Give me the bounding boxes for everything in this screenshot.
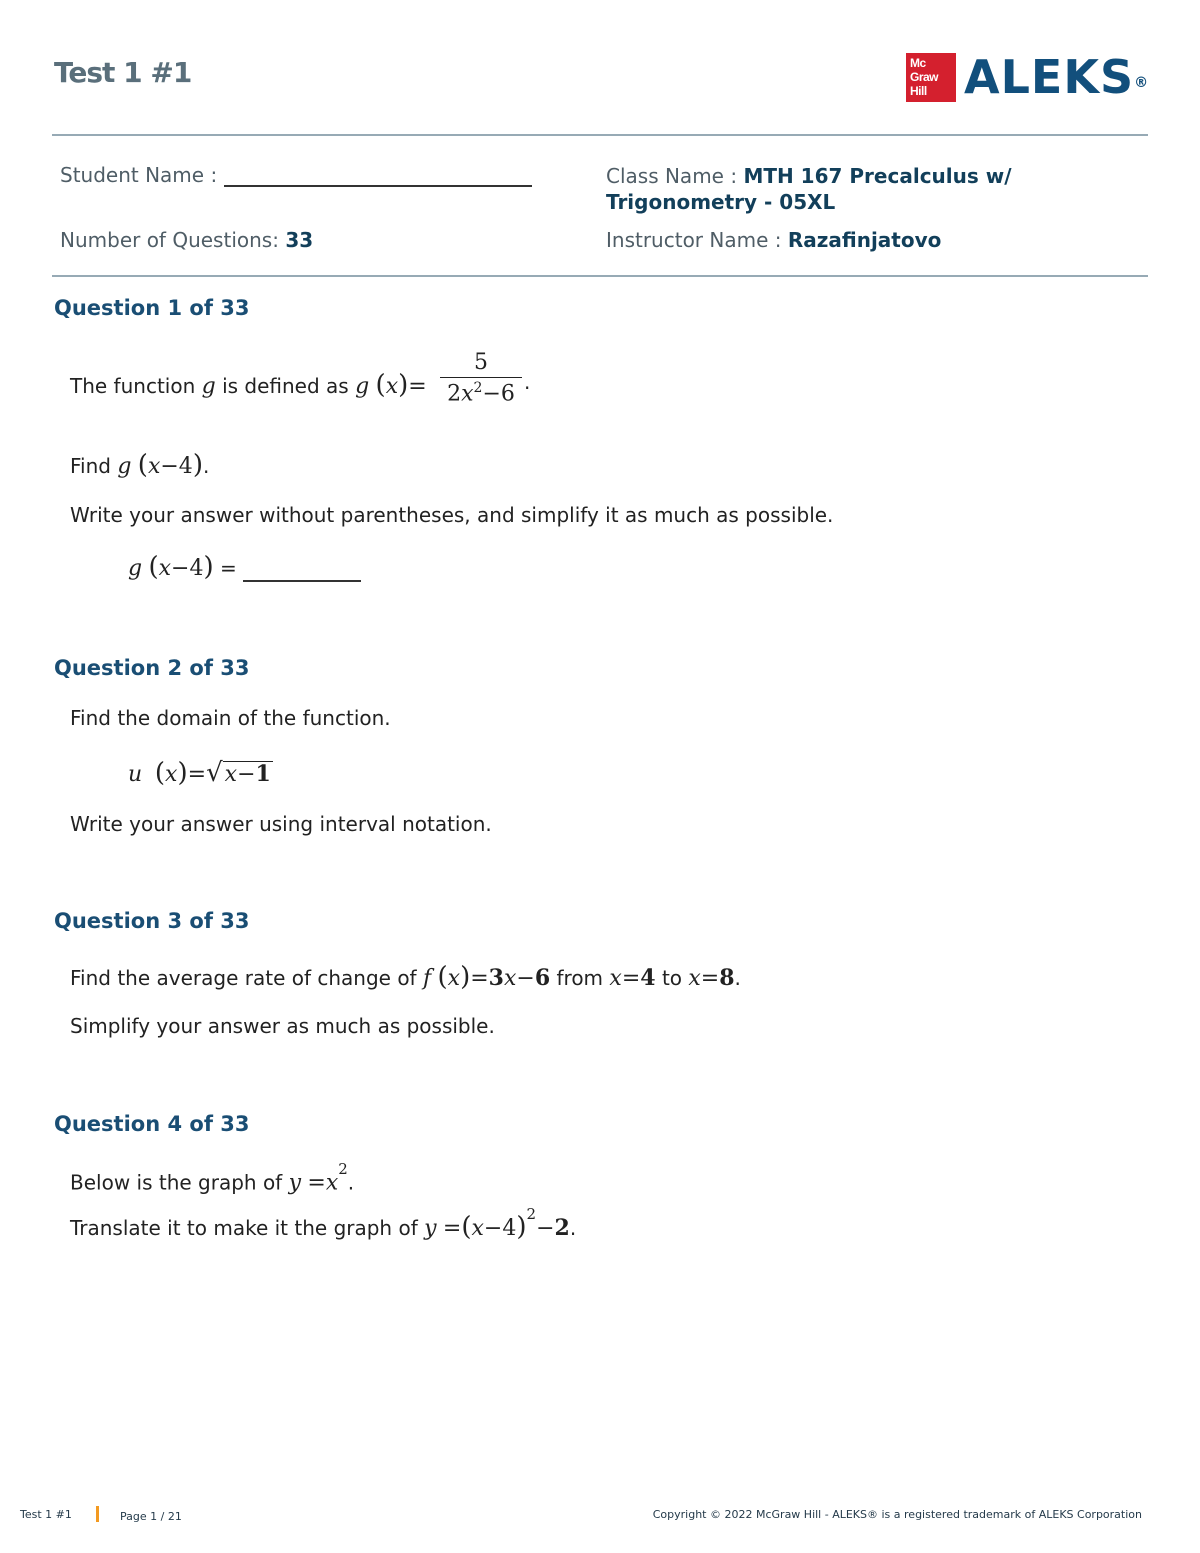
fraction-denominator: $2x^2-6$	[440, 377, 522, 406]
instructor-value: Razafinjatovo	[787, 228, 942, 252]
instructor-row	[606, 228, 941, 252]
class-name-label: Class Name :	[606, 164, 738, 188]
question-4-line2: Translate it to make it the graph of $y =(x-4)^2-2$.	[70, 1205, 577, 1242]
question-1-instruction: Write your answer without parentheses, and simplify it as much as possible.	[70, 503, 834, 527]
question-4-heading: Question 4 of 33	[54, 1112, 250, 1136]
mcgraw-hill-logo: Mc Graw Hill	[906, 53, 956, 102]
question-3-intro: Find the average rate of change of f (x)=3x−6 from x=4 to x=8.	[70, 962, 741, 992]
footer-copyright: Copyright © 2022 McGraw Hill - ALEKS® is a registered trademark of ALEKS Corporation	[652, 1508, 1142, 1521]
question-3-heading: Question 3 of 33	[54, 909, 250, 933]
question-3-instruction: Simplify your answer as much as possible.	[70, 1014, 495, 1038]
info-divider	[52, 275, 1148, 277]
class-name-value-1: MTH 167 Precalculus w/	[743, 164, 1012, 188]
class-name-row	[606, 163, 1012, 215]
question-1-answer-blank[interactable]	[243, 562, 361, 582]
footer-divider	[96, 1506, 99, 1522]
question-2-function: u (x)=√x−1	[128, 758, 271, 788]
question-2-intro: Find the domain of the function.	[70, 706, 391, 730]
num-questions-value: 33	[285, 228, 314, 252]
header-divider	[52, 134, 1148, 136]
question-1-intro: The function g is defined as g (x)=	[70, 370, 427, 400]
footer-page-number: Page 1 / 21	[120, 1510, 182, 1523]
aleks-logo	[906, 52, 1149, 102]
footer-test-name: Test 1 #1	[20, 1508, 72, 1521]
question-1-answer-row: g (x−4) =	[128, 552, 361, 582]
question-1-find: Find g (x−4).	[70, 450, 210, 480]
question-4-line1: Below is the graph of $y =x^2$.	[70, 1160, 355, 1196]
question-1-period: .	[524, 370, 531, 394]
student-name-blank	[224, 165, 532, 187]
question-1-heading: Question 1 of 33	[54, 296, 250, 320]
page-title: Test 1 #1	[54, 56, 192, 89]
fraction-numerator: 5	[474, 350, 488, 375]
num-questions-label: Number of Questions:	[60, 228, 279, 252]
question-2-heading: Question 2 of 33	[54, 656, 250, 680]
question-1-fraction	[440, 350, 522, 406]
instructor-label: Instructor Name :	[606, 228, 782, 252]
class-name-value-2: Trigonometry - 05XL	[606, 190, 836, 214]
num-questions-row	[60, 228, 313, 252]
student-name-row	[60, 163, 532, 187]
radicand: x−1	[224, 761, 271, 787]
aleks-wordmark: ALEKS®	[964, 50, 1150, 104]
student-name-label: Student Name :	[60, 163, 218, 187]
question-2-instruction: Write your answer using interval notation.	[70, 812, 492, 836]
